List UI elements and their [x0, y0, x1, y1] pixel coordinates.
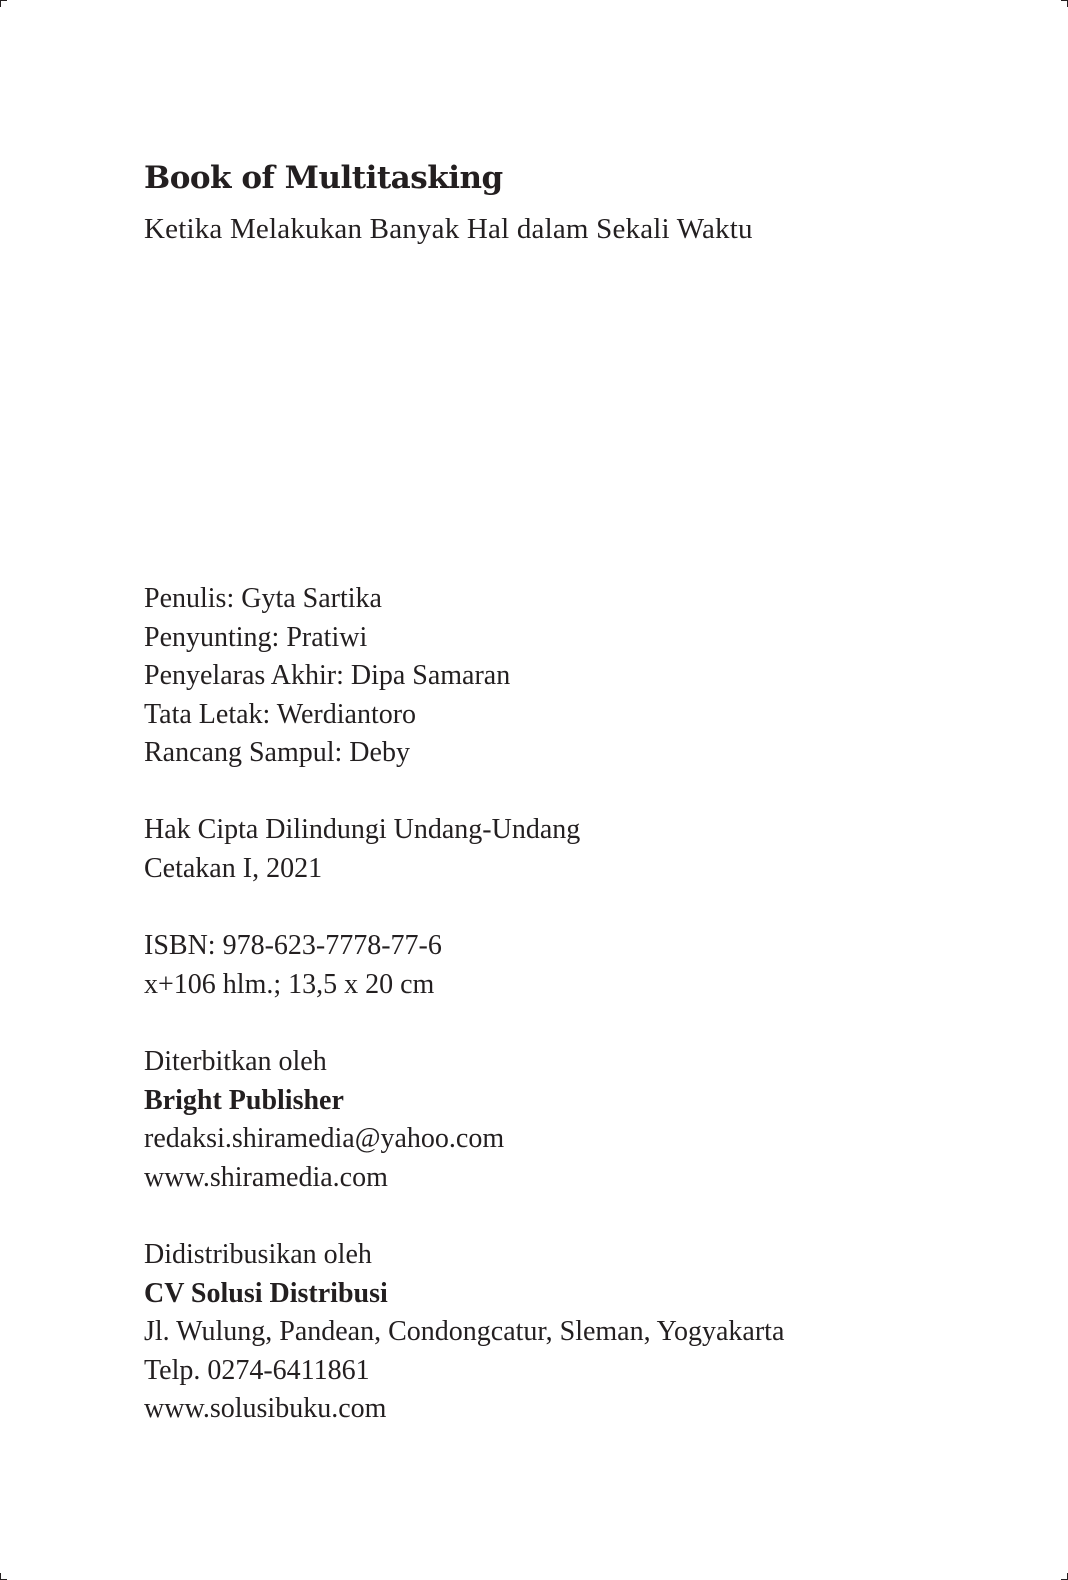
distributor-phone: Telp. 0274-6411861	[144, 1354, 370, 1386]
distributor-name: CV Solusi Distribusi	[144, 1277, 388, 1309]
crop-mark-top-right	[1061, 0, 1068, 7]
book-title: Book of Multitasking	[144, 160, 503, 196]
credits-block	[144, 580, 510, 773]
distributor-label: Didistribusikan oleh	[144, 1239, 372, 1270]
book-specs: x+106 hlm.; 13,5 x 20 cm	[144, 968, 435, 1000]
credit-editor: Penyunting: Pratiwi	[144, 621, 368, 653]
crop-mark-bottom-left	[0, 1573, 7, 1580]
publisher-website: www.shiramedia.com	[144, 1161, 388, 1193]
distributor-address: Jl. Wulung, Pandean, Condongcatur, Sleman, Yogyakarta	[144, 1316, 785, 1348]
book-subtitle: Ketika Melakukan Banyak Hal dalam Sekali Waktu	[144, 213, 753, 245]
publisher-label: Diterbitkan oleh	[144, 1046, 327, 1077]
publisher-name: Bright Publisher	[144, 1084, 344, 1116]
crop-mark-bottom-right	[1061, 1573, 1068, 1580]
isbn-block	[144, 927, 442, 1004]
credit-cover: Rancang Sampul: Deby	[144, 737, 410, 769]
copyright-notice: Hak Cipta Dilindungi Undang-Undang	[144, 814, 581, 845]
credit-final-editor: Penyelaras Akhir: Dipa Samaran	[144, 660, 511, 692]
edition-line: Cetakan I, 2021	[144, 852, 323, 884]
credit-author: Penulis: Gyta Sartika	[144, 583, 382, 614]
publisher-block	[144, 1043, 504, 1197]
publisher-email: redaksi.shiramedia@yahoo.com	[144, 1123, 505, 1155]
copyright-block	[144, 811, 580, 888]
crop-mark-top-left	[0, 0, 7, 7]
isbn-number: ISBN: 978-623-7778-77-6	[144, 930, 442, 961]
distributor-website: www.solusibuku.com	[144, 1393, 387, 1425]
distributor-block	[144, 1236, 784, 1429]
credit-layout: Tata Letak: Werdiantoro	[144, 698, 417, 730]
